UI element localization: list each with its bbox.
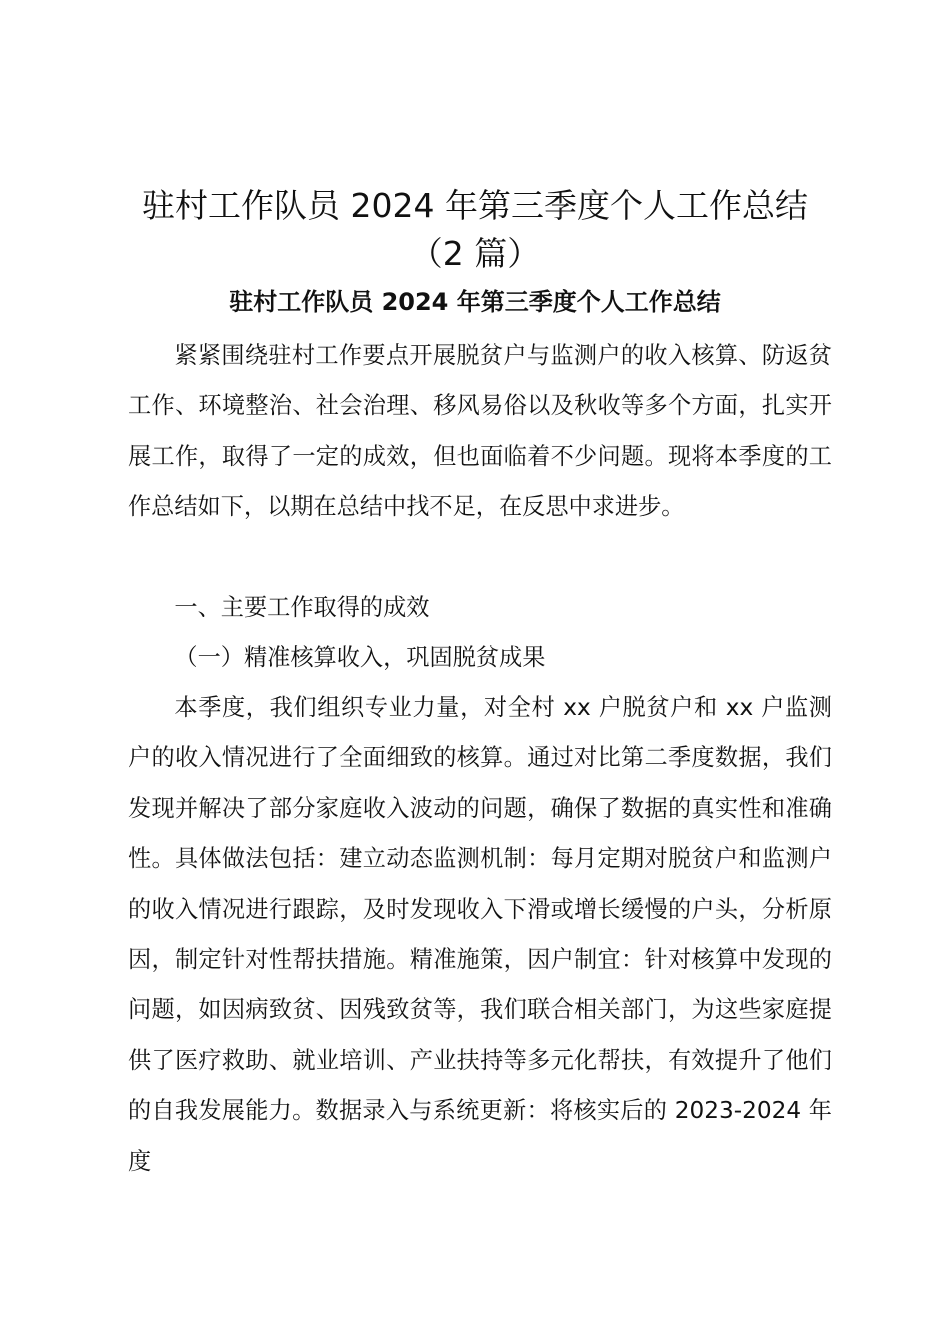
section-heading: 一、主要工作取得的成效 [174, 594, 430, 621]
subsection-heading: （一）精准核算收入，巩固脱贫成果 [174, 644, 546, 671]
body-paragraph: 本季度，我们组织专业力量，对全村 xx 户脱贫户和 xx 户监测户的收入情况进行了全面细致的核算。通过对比第二季度数据，我们发现并解决了部分家庭收入波动的问题，确保了数据的真实性和准确性。具体做法包括：建立动态监测机制：每月定期对脱贫户和监测户的收入情况进行跟踪，及时发现收入下滑或增长缓慢的户头，分析原因，制定针对性帮扶措施。精准施策，因户制宜：针对核算中发现的问题，如因病致贫、因残致贫等，我们联合相关部门，为这些家庭提供了医疗救助、就业培训、产业扶持等多元化帮扶，有效提升了他们的自我发展能力。数据录入与系统更新：将核实后的 2023-2024 年度 [128, 694, 832, 1175]
document-subtitle: 驻村工作队员 2024 年第三季度个人工作总结 [229, 288, 721, 316]
document-title-line1: 驻村工作队员 2024 年第三季度个人工作总结 [142, 186, 808, 225]
intro-paragraph: 紧紧围绕驻村工作要点开展脱贫户与监测户的收入核算、防返贫工作、环境整治、社会治理、移风易俗以及秋收等多个方面，扎实开展工作，取得了一定的成效，但也面临着不少问题。现将本季度的工作总结如下，以期在总结中找不足，在反思中求进步。 [128, 342, 832, 521]
document-title-line2: （2 篇） [409, 234, 541, 273]
document-title [0, 182, 950, 278]
